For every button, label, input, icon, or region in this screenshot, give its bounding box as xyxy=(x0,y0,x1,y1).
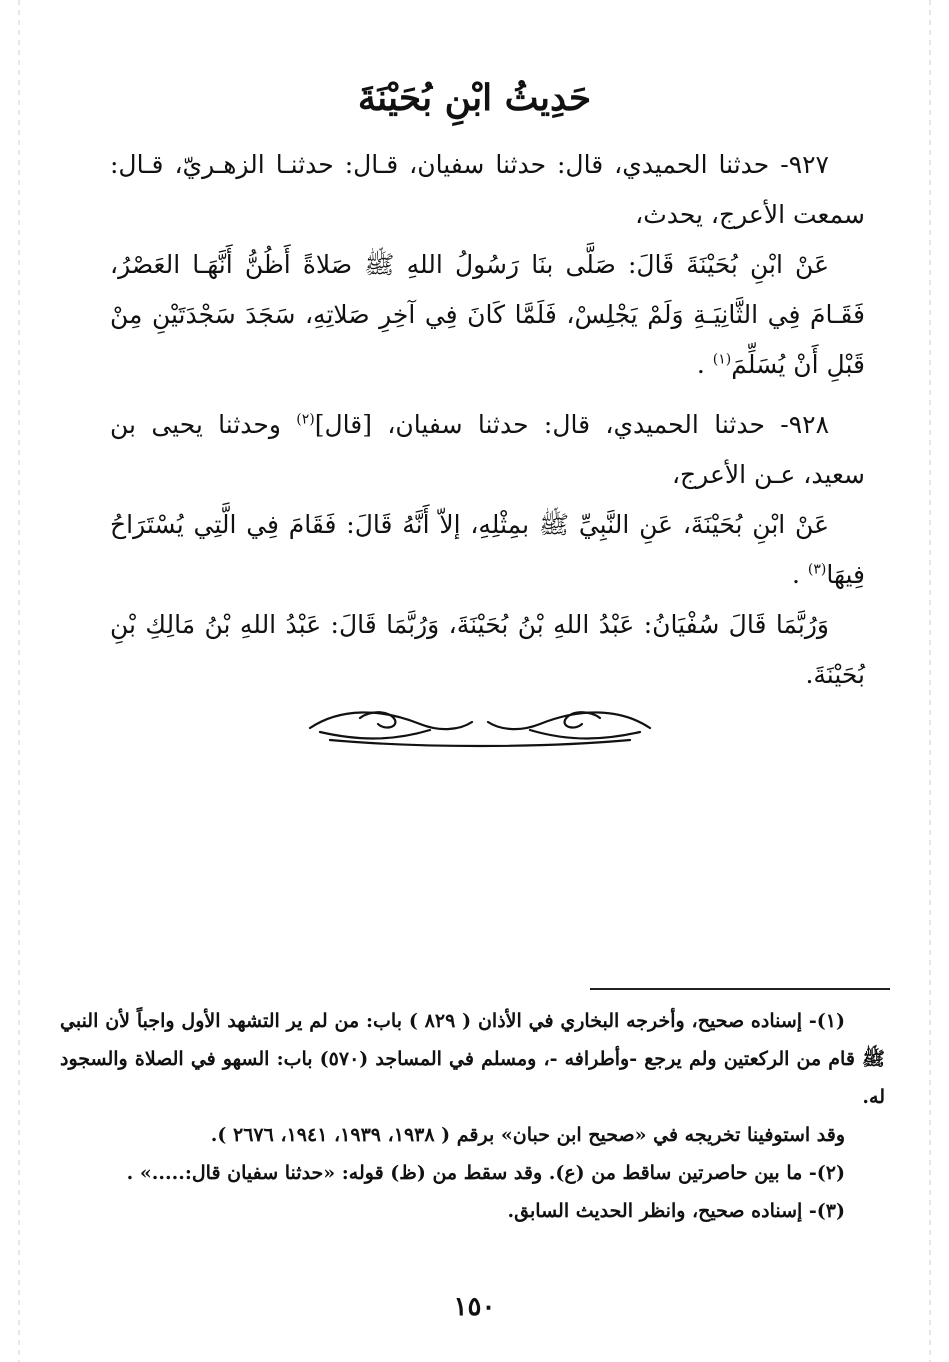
footnote-ref-3[interactable]: (٣) xyxy=(807,561,827,578)
footnote-1: (١)- إسناده صحيح، وأخرجه البخاري في الأذان ( ٨٢٩ ) باب: من لم ير التشهد الأول واجباً لأن النبي ﷺ قام من الركعتين ولم يرجع -وأطرافه -، ومسلم في المساجد (٥٧٠) باب: السهو في الصلاة والسجود له. xyxy=(60,1010,885,1108)
hadith-928-isnad-text-a: حدثنا الحميدي، قال: حدثنا سفيان، [قال] xyxy=(314,410,765,439)
hadith-927-isnad-text: حدثنا الحميدي، قال: حدثنا سفيان، قـال: حدثنـا الزهـريّ، قـال: سمعت الأعرج، يحدث، xyxy=(110,150,865,229)
hadith-928-matn xyxy=(110,500,865,600)
page-edge-dots-right xyxy=(929,0,931,1362)
hadith-928-note: وَرُبَّمَا قَالَ سُفْيَانُ: عَبْدُ اللهِ بْنُ بُحَيْنَةَ، وَرُبَّمَا قَالَ: عَبْدُ اللهِ بْنُ مَالِكِ بْنِ بُحَيْنَةَ. xyxy=(110,610,865,689)
footnote-ref-2[interactable]: (٢) xyxy=(296,411,315,428)
hadith-928-isnad xyxy=(110,400,865,500)
ornament-divider xyxy=(300,700,660,750)
hadith-927-matn-end: . xyxy=(696,350,713,379)
hadith-928-matn-end: . xyxy=(791,560,808,589)
page-edge-dots-left xyxy=(18,0,20,1362)
chapter-title: حَدِيثُ ابْنِ بُحَيْنَةَ xyxy=(357,77,592,119)
hadith-928-number: ٩٢٨- xyxy=(780,410,830,439)
page-number: ١٥٠ xyxy=(453,1292,496,1322)
footnote-separator xyxy=(590,988,890,990)
footnote-ref-1[interactable]: (١) xyxy=(712,351,732,368)
hadith-928-matn-text: عَنْ ابْنِ بُحَيْنَةَ، عَنِ النَّبِيِّ ﷺ بمِثْلِهِ، إلاّ أَنَّهُ قَالَ: فَقَامَ فِي الَّتِي يُسْتَرَاحُ فِيهَا xyxy=(110,510,865,589)
footnote-2: (٢)- ما بين حاصرتين ساقط من (ع). وقد سقط من (ظ) قوله: «حدثنا سفيان قال:.....» . xyxy=(126,1162,845,1184)
hadith-927-matn-text: عَنْ ابْنِ بُحَيْنَةَ قَالَ: صَلَّى بنَا رَسُولُ اللهِ ﷺ صَلاةً أَظُنُّ أَنَّهَـا العَصْرُ، فَقَـامَ فِي الثَّانِيَـةِ وَلَمْ يَجْلِسْ، فَلَمَّا كَانَ فِي آخِرِ صَلاتِهِ، سَجَدَ سَجْدَتَيْنِ مِنْ قَبْلِ أَنْ يُسَلِّمَ xyxy=(110,250,865,379)
footnote-3: (٣)- إسناده صحيح، وانظر الحديث السابق. xyxy=(507,1200,845,1222)
hadith-927-matn xyxy=(110,240,865,390)
main-text xyxy=(110,140,865,700)
footnotes xyxy=(60,1002,885,1230)
hadith-927-isnad xyxy=(110,140,865,240)
hadith-927-number: ٩٢٧- xyxy=(780,150,829,179)
footnote-1-continued: وقد استوفينا تخريجه في «صحيح ابن حبان» برقم ( ١٩٣٨، ١٩٣٩، ١٩٤١، ٢٦٧٦ ). xyxy=(210,1124,845,1146)
hadith-928-isnad-text-b: وحدثنا يحيى بن سعيد، عـن الأعرج، xyxy=(110,410,865,489)
